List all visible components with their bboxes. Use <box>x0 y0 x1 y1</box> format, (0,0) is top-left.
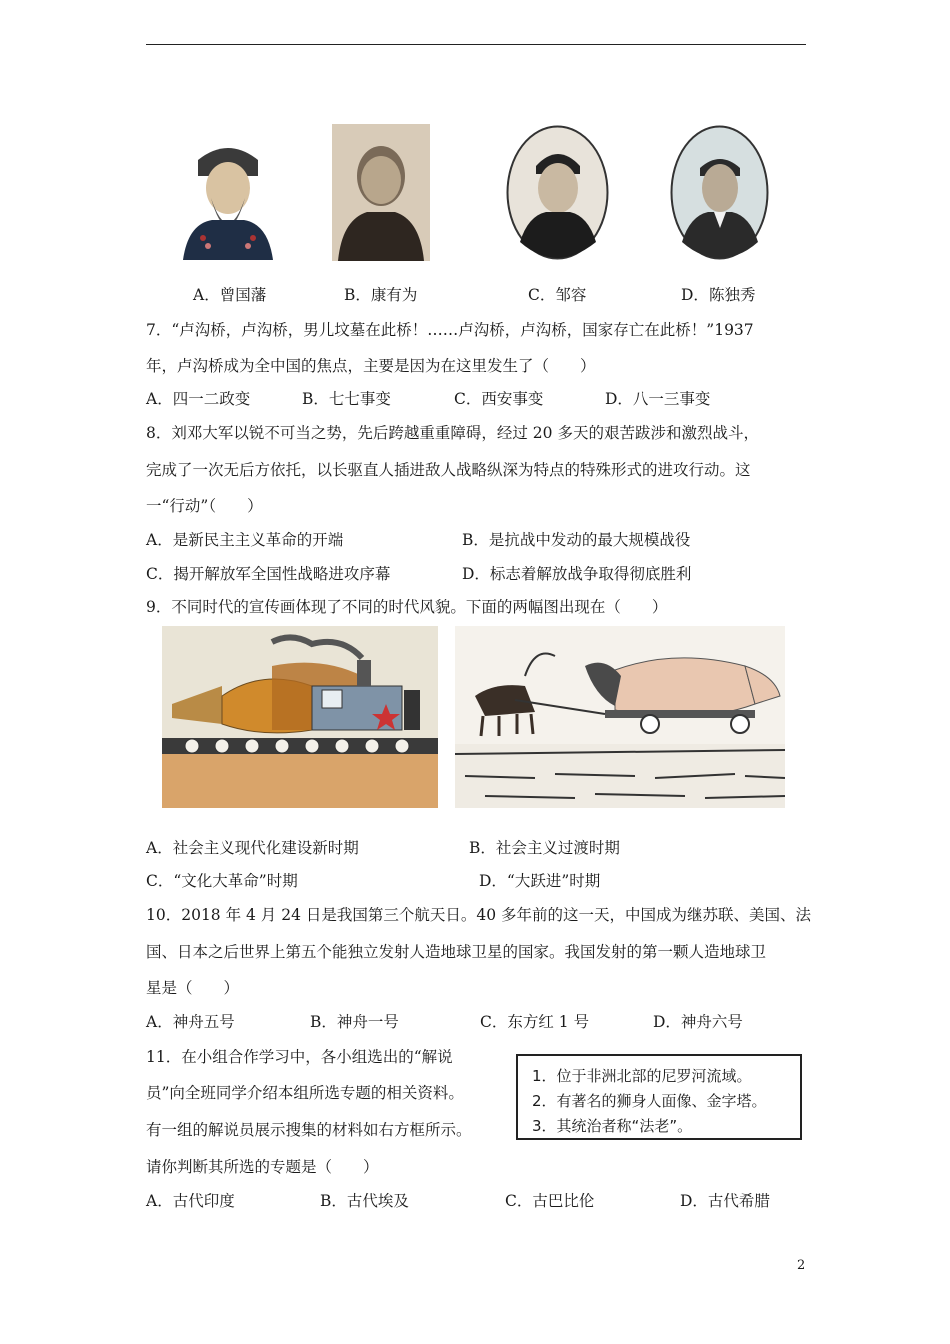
material-item-2: 2．有著名的狮身人面像、金字塔。 <box>532 1092 767 1110</box>
q11-stem-line4: 请你判断其所选的专题是（ ） <box>146 1158 379 1176</box>
q10-option-a[interactable]: A．神舟五号 <box>146 1013 235 1031</box>
propaganda-image-cart <box>455 626 785 808</box>
q8-option-c[interactable]: C．揭开解放军全国性战略进攻序幕 <box>146 565 391 583</box>
option-text: 陈独秀 <box>708 286 756 304</box>
q10-option-b[interactable]: B．神舟一号 <box>310 1013 399 1031</box>
option-letter: D． <box>681 286 709 304</box>
q6-option-d[interactable] <box>681 285 755 305</box>
q7-option-c[interactable]: C．西安事变 <box>454 390 544 408</box>
q7-option-b[interactable]: B．七七事变 <box>302 390 391 408</box>
header-rule <box>146 44 806 45</box>
q9-stem-line1: 9．不同时代的宣传画体现了不同的时代风貌。下面的两幅图出现在（ ） <box>146 598 668 616</box>
q7-stem-line2: 年，卢沟桥成为全中国的焦点，主要是因为在这里发生了（ ） <box>146 357 596 375</box>
q8-option-a[interactable]: A．是新民主主义革命的开端 <box>146 531 344 549</box>
portrait-chen-duxiu <box>670 124 769 261</box>
option-letter: B． <box>344 286 371 304</box>
option-text: 康有为 <box>370 286 418 304</box>
q10-option-d[interactable]: D．神舟六号 <box>653 1013 743 1031</box>
portrait-zou-rong <box>506 124 609 261</box>
q11-option-d[interactable]: D．古代希腊 <box>680 1192 770 1210</box>
q10-stem-line2: 国、日本之后世界上第五个能独立发射人造地球卫星的国家。我国发射的第一颗人造地球卫 <box>146 943 767 961</box>
q8-stem-line3: 一“行动”（ ） <box>146 497 263 515</box>
option-letter: C． <box>528 286 556 304</box>
q11-material-box <box>516 1054 802 1140</box>
q8-option-b[interactable]: B．是抗战中发动的最大规模战役 <box>462 531 691 549</box>
q6-option-b[interactable] <box>344 285 417 305</box>
q9-option-c[interactable]: C．“文化大革命”时期 <box>146 872 298 890</box>
option-text: 邹容 <box>555 286 587 304</box>
q11-option-b[interactable]: B．古代埃及 <box>320 1192 409 1210</box>
propaganda-image-train <box>162 626 438 808</box>
portrait-kang-youwei <box>332 124 430 261</box>
q11-option-c[interactable]: C．古巴比伦 <box>505 1192 595 1210</box>
page-number: 2 <box>797 1258 806 1273</box>
material-item-3: 3．其统治者称“法老”。 <box>532 1117 693 1135</box>
q6-option-a[interactable] <box>193 285 266 305</box>
q10-option-c[interactable]: C．东方红 1 号 <box>480 1013 590 1031</box>
q6-option-c[interactable] <box>528 285 586 305</box>
q7-option-a[interactable]: A．四一二政变 <box>146 390 251 408</box>
portrait-zeng-guofan <box>178 128 278 260</box>
q10-stem-line1: 10．2018 年 4 月 24 日是我国第三个航天日。40 多年前的这一天，中国成为继苏联、美国、法 <box>146 906 812 924</box>
q9-option-a[interactable]: A．社会主义现代化建设新时期 <box>146 839 359 857</box>
q11-stem-line2: 员”向全班同学介绍本组所选专题的相关资料。 <box>146 1084 464 1102</box>
q11-stem-line3: 有一组的解说员展示搜集的材料如右方框所示。 <box>146 1121 472 1139</box>
q8-option-d[interactable]: D．标志着解放战争取得彻底胜利 <box>462 565 692 583</box>
q10-stem-line3: 星是（ ） <box>146 979 240 997</box>
q7-option-d[interactable]: D．八一三事变 <box>605 390 711 408</box>
q9-option-b[interactable]: B．社会主义过渡时期 <box>469 839 620 857</box>
option-letter: A． <box>193 286 220 304</box>
q8-stem-line2: 完成了一次无后方依托，以长驱直人插进敌人战略纵深为特点的特殊形式的进攻行动。这 <box>146 461 751 479</box>
material-item-1: 1．位于非洲北部的尼罗河流域。 <box>532 1067 752 1085</box>
q11-stem-line1: 11．在小组合作学习中，各小组选出的“解说 <box>146 1048 453 1066</box>
q11-option-a[interactable]: A．古代印度 <box>146 1192 235 1210</box>
q7-stem-line1: 7．“卢沟桥，卢沟桥，男儿坟墓在此桥！……卢沟桥，卢沟桥，国家存亡在此桥！”1937 <box>146 321 754 339</box>
q9-option-d[interactable]: D．“大跃进”时期 <box>479 872 601 890</box>
option-text: 曾国藩 <box>219 286 267 304</box>
q8-stem-line1: 8．刘邓大军以锐不可当之势，先后跨越重重障碍，经过 20 多天的艰苦跋涉和激烈战斗， <box>146 424 759 442</box>
